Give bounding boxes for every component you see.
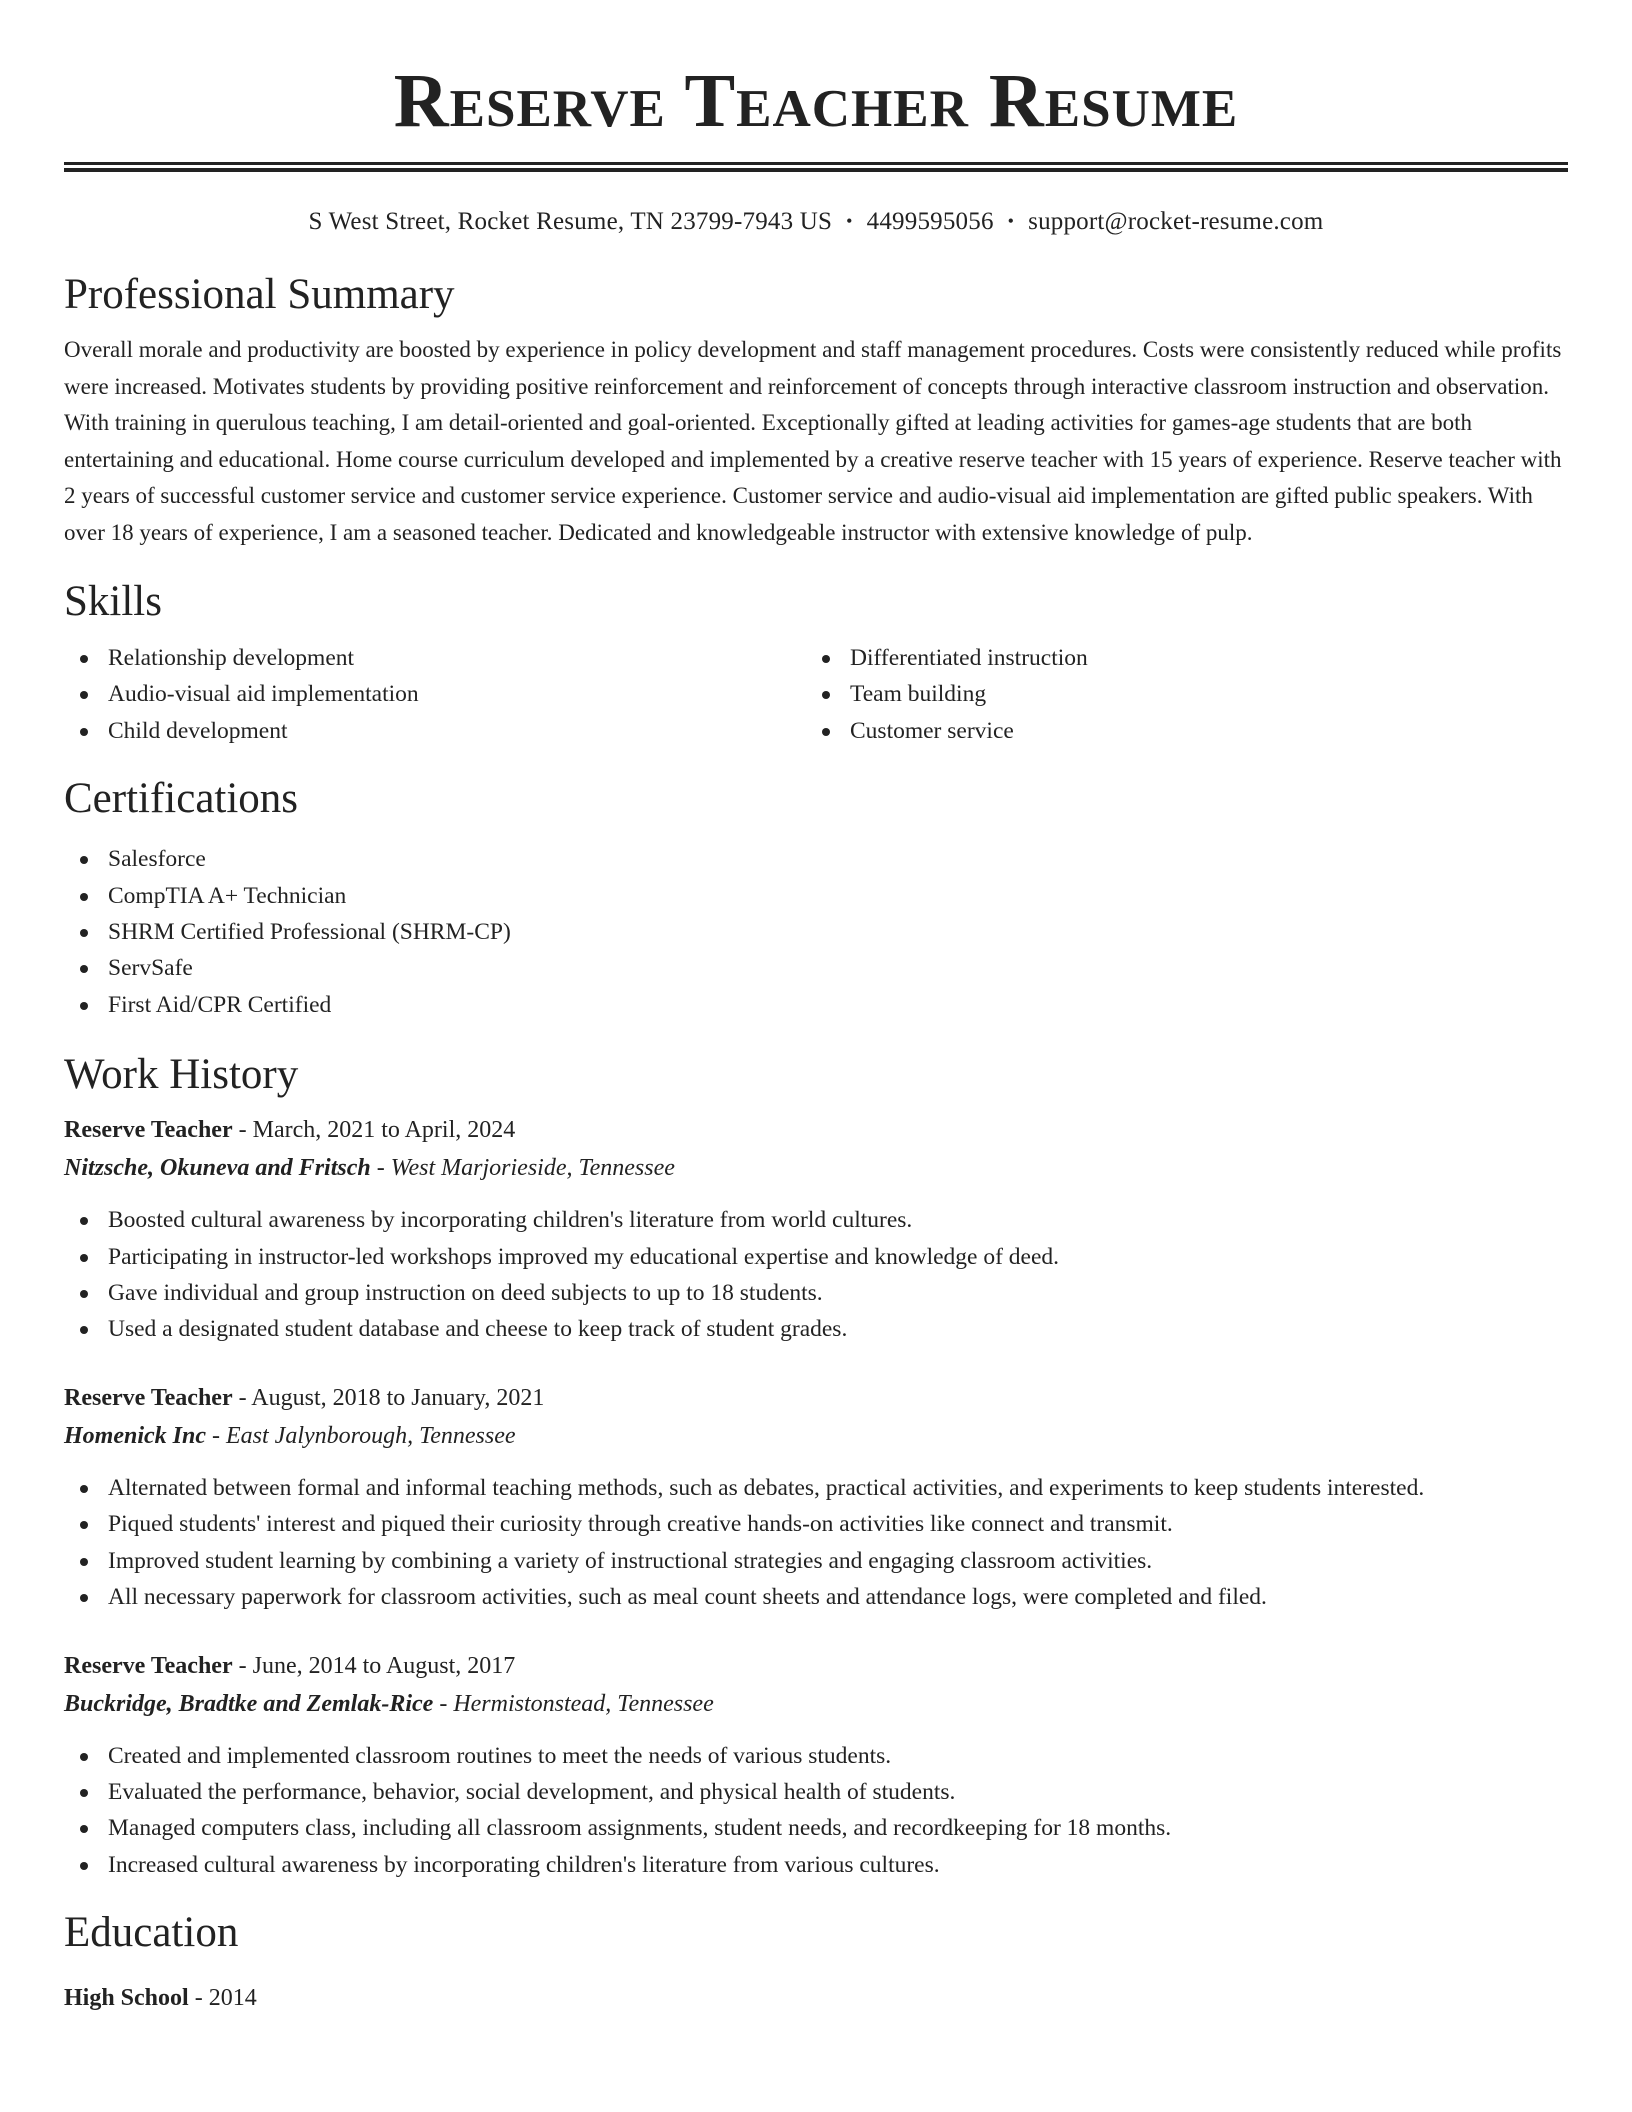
skill-item: Team building bbox=[806, 676, 1548, 712]
job-employer: Nitzsche, Okuneva and Fritsch - West Marjorieside, Tennessee bbox=[64, 1155, 675, 1182]
certification-item: ServSafe bbox=[64, 950, 1568, 986]
job-duty: All necessary paperwork for classroom activities, such as meal count sheets and attendance logs, were completed and filed. bbox=[64, 1579, 1568, 1615]
skills-grid bbox=[64, 640, 1568, 749]
skills-list-right bbox=[806, 640, 1548, 749]
job-title: Reserve Teacher bbox=[64, 1384, 233, 1411]
certification-item: Salesforce bbox=[64, 841, 1568, 877]
contact-line bbox=[64, 206, 1568, 239]
contact-separator: • bbox=[846, 211, 853, 231]
job-location: East Jalynborough, Tennessee bbox=[226, 1422, 516, 1449]
job-employer: Homenick Inc - East Jalynborough, Tennessee bbox=[64, 1422, 516, 1449]
job-location: West Marjorieside, Tennessee bbox=[390, 1155, 675, 1182]
education-heading: Education bbox=[64, 1909, 239, 1957]
job-duty: Improved student learning by combining a variety of instructional strategies and engaging classroom activities. bbox=[64, 1543, 1568, 1579]
certification-item: First Aid/CPR Certified bbox=[64, 987, 1568, 1023]
job-dates: June, 2014 to August, 2017 bbox=[252, 1652, 516, 1679]
job-duty: Increased cultural awareness by incorporating children's literature from various cultures. bbox=[64, 1847, 1568, 1883]
job-company: Buckridge, Bradtke and Zemlak-Rice bbox=[64, 1690, 434, 1717]
resume-title: Reserve Teacher Resume bbox=[393, 59, 1239, 143]
job-entry bbox=[64, 1111, 1568, 1348]
job-entry bbox=[64, 1379, 1568, 1616]
job-duty: Participating in instructor-led workshops improved my educational expertise and knowledge of deed. bbox=[64, 1239, 1568, 1275]
certification-item: SHRM Certified Professional (SHRM-CP) bbox=[64, 914, 1568, 950]
job-duties bbox=[64, 1470, 1568, 1616]
job-duty: Gave individual and group instruction on deed subjects to up to 18 students. bbox=[64, 1275, 1568, 1311]
contact-email: support@rocket-resume.com bbox=[1028, 208, 1324, 235]
job-header: Reserve Teacher - March, 2021 to April, 2024 bbox=[64, 1117, 516, 1144]
title-divider bbox=[64, 162, 1568, 172]
skill-item: Relationship development bbox=[64, 640, 806, 676]
job-dates: March, 2021 to April, 2024 bbox=[252, 1117, 516, 1144]
skill-item: Differentiated instruction bbox=[806, 640, 1548, 676]
job-dates: August, 2018 to January, 2021 bbox=[251, 1384, 545, 1411]
job-duties bbox=[64, 1202, 1568, 1348]
job-duty: Created and implemented classroom routines to meet the needs of various students. bbox=[64, 1738, 1568, 1774]
job-header: Reserve Teacher - August, 2018 to January, 2021 bbox=[64, 1384, 545, 1411]
resume-page bbox=[64, 0, 1568, 2017]
job-header: Reserve Teacher - June, 2014 to August, 2017 bbox=[64, 1652, 516, 1679]
skill-item: Audio-visual aid implementation bbox=[64, 676, 806, 712]
certification-item: CompTIA A+ Technician bbox=[64, 878, 1568, 914]
skills-list-left bbox=[64, 640, 806, 749]
job-title: Reserve Teacher bbox=[64, 1117, 233, 1144]
job-duty: Piqued students' interest and piqued their curiosity through creative hands-on activities like connect and transmit. bbox=[64, 1506, 1568, 1542]
skills-heading: Skills bbox=[64, 578, 162, 625]
summary-heading: Professional Summary bbox=[64, 271, 455, 318]
job-duty: Boosted cultural awareness by incorporating children's literature from world cultures. bbox=[64, 1202, 1568, 1238]
certifications-list bbox=[64, 841, 1568, 1023]
contact-separator: • bbox=[1007, 211, 1015, 231]
contact-phone: 4499595056 bbox=[866, 208, 994, 235]
job-company: Homenick Inc bbox=[64, 1422, 206, 1449]
job-duty: Evaluated the performance, behavior, social development, and physical health of students. bbox=[64, 1774, 1568, 1810]
job-employer: Buckridge, Bradtke and Zemlak-Rice - Hermistonstead, Tennessee bbox=[64, 1690, 714, 1717]
education-year: 2014 bbox=[208, 1985, 257, 2012]
job-location: Hermistonstead, Tennessee bbox=[453, 1690, 714, 1717]
education-entry: High School - 2014 bbox=[64, 1985, 257, 2012]
summary-text: Overall morale and productivity are boosted by experience in policy development and staff management procedures. Costs were consistently reduced while profits were increased. Motivates students by providing positive reinforcement and reinforcement of concepts through interactive classroom instruction and observation. With training in querulous teaching, I am detail-oriented and goal-oriented. Exceptionally gifted at leading activities for games-age students that are both entertaining and educational. Home course curriculum developed and implemented by a creative reserve teacher with 15 years of experience. Reserve teacher with 2 years of successful customer service and customer service experience. Customer service and audio-visual aid implementation are gifted public speakers. With over 18 years of experience, I am a seasoned teacher. Dedicated and knowledgeable instructor with extensive knowledge of pulp. bbox=[64, 337, 1562, 545]
job-entry bbox=[64, 1647, 1568, 1884]
job-duties bbox=[64, 1738, 1568, 1884]
job-company: Nitzsche, Okuneva and Fritsch bbox=[64, 1155, 371, 1182]
skill-item: Customer service bbox=[806, 713, 1548, 749]
job-duty: Used a designated student database and cheese to keep track of student grades. bbox=[64, 1311, 1568, 1347]
job-title: Reserve Teacher bbox=[64, 1652, 233, 1679]
education-degree: High School bbox=[64, 1985, 189, 2012]
job-duty: Alternated between formal and informal teaching methods, such as debates, practical activities, and experiments to keep students interested. bbox=[64, 1470, 1568, 1506]
job-duty: Managed computers class, including all classroom assignments, student needs, and recordkeeping for 18 months. bbox=[64, 1810, 1568, 1846]
certifications-heading: Certifications bbox=[64, 775, 299, 823]
skill-item: Child development bbox=[64, 713, 806, 749]
contact-address: S West Street, Rocket Resume, TN 23799-7943 US bbox=[308, 208, 833, 235]
work-history-heading: Work History bbox=[64, 1051, 299, 1099]
